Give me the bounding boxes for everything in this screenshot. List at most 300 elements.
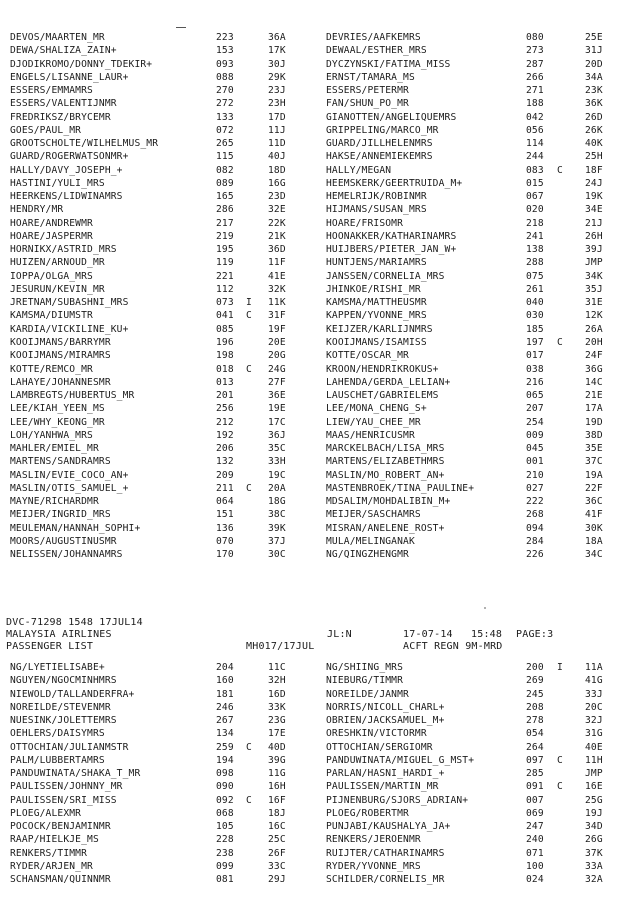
sequence-number: 219 [216,230,234,242]
passenger-row [0,860,640,873]
seat-number: 17E [268,728,286,740]
sequence-number: 196 [216,336,234,348]
passenger-name: SCHILDER/CORNELIS_MR [326,874,445,886]
passenger-name: GROOTSCHOLTE/WILHELMUS_MR [10,138,159,150]
passenger-name: DEWAAL/ESTHER_MRS [326,45,427,57]
seat-number: 36D [268,244,286,256]
passenger-name: DEWA/SHALIZA_ZAIN+ [10,45,117,57]
seat-number: 26F [268,847,286,859]
passenger-name: PLOEG/ROBERTMR [326,807,409,819]
sequence-number: 256 [216,403,234,415]
sequence-number: 083 [526,164,544,176]
sequence-number: 287 [526,58,544,70]
passenger-row [0,416,640,429]
seat-number: 38C [268,509,286,521]
passenger-name: OBRIEN/JACKSAMUEL_M+ [326,715,445,727]
sequence-number: 071 [526,847,544,859]
passenger-name: KAMSMA/DIUMSTR [10,310,93,322]
seat-number: 39J [585,244,603,256]
sequence-number: 221 [216,270,234,282]
passenger-row [0,701,640,714]
seat-number: 40J [268,151,286,163]
passenger-name: POCOCK/BENJAMINMR [10,821,111,833]
passenger-name: PANDUWINATA/MIGUEL_G_MST+ [326,754,475,766]
seat-number: 33J [585,688,603,700]
passenger-name: GUARD/ROGERWATSONMR+ [10,151,129,163]
sequence-number: 226 [526,549,544,561]
sequence-number: 268 [526,509,544,521]
sequence-number: 269 [526,675,544,687]
passenger-name: LOH/YANHWA_MRS [10,429,93,441]
seat-number: 24F [585,350,603,362]
passenger-name: MULA/MELINGANAK [326,535,415,547]
seat-number: 11K [268,297,286,309]
passenger-name: LIEW/YAU_CHEE_MR [326,416,421,428]
passenger-name: MEIJER/SASCHAMRS [326,509,421,521]
seat-number: 17K [268,45,286,57]
seat-number: 19K [585,191,603,203]
sequence-number: 259 [216,741,234,753]
sequence-number: 094 [526,522,544,534]
sequence-number: 218 [526,217,544,229]
passenger-name: HALLY/DAVY_JOSEPH_+ [10,164,123,176]
passenger-name: MARTENS/ELIZABETHMRS [326,456,445,468]
passenger-row [0,97,640,110]
passenger-row [0,535,640,548]
passenger-name: MASTENBROEK/TINA_PAULINE+ [326,482,475,494]
passenger-row [0,336,640,349]
class-code: C [246,310,252,322]
sequence-number: 245 [526,688,544,700]
passenger-name: KARDIA/VICKILINE_KU+ [10,323,129,335]
sequence-number: 197 [526,336,544,348]
sequence-number: 112 [216,283,234,295]
passenger-name: RYDER/ARJEN_MR [10,860,93,872]
sequence-number: 204 [216,662,234,673]
passenger-row [0,727,640,740]
seat-number: 33A [585,860,603,872]
sequence-number: 286 [216,204,234,216]
sequence-number: 271 [526,85,544,97]
passenger-name: MDSALIM/MOHDALIBIN_M+ [326,496,451,508]
passenger-name: NOREILDE/JANMR [326,688,409,700]
passenger-row [0,190,640,203]
seat-number: 16G [268,177,286,189]
passenger-row [0,137,640,150]
passenger-row [0,442,640,455]
sequence-number: 266 [526,71,544,83]
seat-number: 27F [268,376,286,388]
seat-number: 20D [585,58,603,70]
passenger-name: HAKSE/ANNEMIEKEMRS [326,151,433,163]
passenger-row [0,164,640,177]
seat-number: 36A [268,32,286,43]
seat-number: 11C [268,662,286,673]
passenger-name: PUNJABI/KAUSHALYA_JA+ [326,821,451,833]
seat-number: 39G [268,754,286,766]
passenger-name: FREDRIKSZ/BRYCEMR [10,111,111,123]
class-code: C [246,482,252,494]
passenger-row [0,873,640,886]
sequence-number: 069 [526,807,544,819]
passenger-name: PAULISSEN/SRI_MISS [10,794,117,806]
passenger-name: RENKERS/TIMMR [10,847,88,859]
passenger-row [0,767,640,780]
passenger-name: HOARE/ANDREWMR [10,217,93,229]
seat-number: 19C [268,469,286,481]
passenger-row [0,296,640,309]
passenger-row [0,256,640,269]
sequence-number: 264 [526,741,544,753]
passenger-name: PAULISSEN/JOHNNY_MR [10,781,123,793]
sequence-number: 027 [526,482,544,494]
sequence-number: 098 [216,768,234,780]
passenger-row [0,714,640,727]
sequence-number: 194 [216,754,234,766]
passenger-name: HUIJBERS/PIETER_JAN_W+ [326,244,457,256]
passenger-name: NORRIS/NICOLL_CHARL+ [326,701,445,713]
seat-number: 23D [268,191,286,203]
seat-number: 34C [585,549,603,561]
passenger-row [0,794,640,807]
sequence-number: 088 [216,71,234,83]
passenger-name: DEVRIES/AAFKEMRS [326,32,421,43]
passenger-name: PIJNENBURG/SJORS_ADRIAN+ [326,794,469,806]
sequence-number: 097 [526,754,544,766]
passenger-row [0,389,640,402]
seat-number: 32E [268,204,286,216]
sequence-number: 041 [216,310,234,322]
seat-number: 20A [268,482,286,494]
passenger-name: MARTENS/SANDRAMRS [10,456,111,468]
passenger-row [0,522,640,535]
sequence-number: 081 [216,874,234,886]
seat-number: 40D [268,741,286,753]
sequence-number: 261 [526,283,544,295]
passenger-name: MARCKELBACH/LISA_MRS [326,443,445,455]
passenger-name: NELISSEN/JOHANNAMRS [10,549,123,561]
passenger-name: LAUSCHET/GABRIELEMS [326,390,439,402]
class-code: C [557,336,563,348]
sequence-number: 090 [216,781,234,793]
passenger-name: HEMELRIJK/ROBINMR [326,191,427,203]
seat-number: 35C [268,443,286,455]
sequence-number: 064 [216,496,234,508]
sequence-number: 007 [526,794,544,806]
sequence-number: 080 [526,32,544,43]
airline-name: MALAYSIA AIRLINES [6,629,112,640]
passenger-row [0,376,640,389]
sequence-number: 285 [526,768,544,780]
passenger-row [0,230,640,243]
passenger-row [0,661,640,674]
passenger-row [0,31,640,44]
page-number: PAGE:3 [516,629,554,640]
seat-number: 23K [585,85,603,97]
sequence-number: 070 [216,535,234,547]
passenger-row [0,455,640,468]
header-line-3 [0,640,640,653]
passenger-name: MISRAN/ANELENE_ROST+ [326,522,445,534]
document-reference: DVC-71298 1548 17JUL14 [6,617,143,628]
passenger-name: JESURUN/KEVIN_MR [10,283,105,295]
seat-number: 26K [585,124,603,136]
seat-number: 36C [585,496,603,508]
passenger-name: PARLAN/HASNI_HARDI_+ [326,768,445,780]
sequence-number: 165 [216,191,234,203]
passenger-row [0,243,640,256]
passenger-name: MASLIN/OTIS_SAMUEL_+ [10,482,129,494]
passenger-row [0,548,640,561]
passenger-row [0,283,640,296]
passenger-row [0,807,640,820]
passenger-name: ORESHKIN/VICTORMR [326,728,427,740]
passenger-name: PLOEG/ALEXMR [10,807,82,819]
seat-number: 25E [585,32,603,43]
sequence-number: 015 [526,177,544,189]
passenger-name: KROON/HENDRIKROKUS+ [326,363,439,375]
seat-number: 39K [268,522,286,534]
sequence-number: 105 [216,821,234,833]
seat-number: 34K [585,270,603,282]
sequence-number: 240 [526,834,544,846]
seat-number: 17D [268,111,286,123]
sequence-number: 206 [216,443,234,455]
class-code: C [246,794,252,806]
passenger-name: NIEWOLD/TALLANDERFRA+ [10,688,135,700]
passenger-row [0,124,640,137]
sequence-number: 241 [526,230,544,242]
class-code: C [557,754,563,766]
seat-number: 18G [268,496,286,508]
sequence-number: 091 [526,781,544,793]
seat-number: 40E [585,741,603,753]
passenger-name: OTTOCHIAN/JULIANMSTR [10,741,129,753]
seat-number: 20E [268,336,286,348]
sequence-number: 089 [216,177,234,189]
class-code: C [246,741,252,753]
passenger-name: NIEBURG/TIMMR [326,675,404,687]
passenger-name: MEIJER/INGRID_MRS [10,509,111,521]
passenger-name: GOES/PAUL_MR [10,124,82,136]
sequence-number: 042 [526,111,544,123]
list-title: PASSENGER LIST [6,641,94,652]
sequence-number: 244 [526,151,544,163]
seat-number: 19J [585,807,603,819]
passenger-name: KOTTE/REMCO_MR [10,363,93,375]
seat-number: 37K [585,847,603,859]
passenger-name: HOONAKKER/KATHARINAMRS [326,230,457,242]
seat-number: 19F [268,323,286,335]
seat-number: 26A [585,323,603,335]
class-code: C [557,781,563,793]
sequence-number: 198 [216,350,234,362]
sequence-number: 151 [216,509,234,521]
seat-number: 18J [268,807,286,819]
seat-number: 37C [585,456,603,468]
sequence-number: 188 [526,98,544,110]
seat-number: 23J [268,85,286,97]
sequence-number: 265 [216,138,234,150]
passenger-row [0,780,640,793]
seat-number: 36E [268,390,286,402]
seat-number: 37J [268,535,286,547]
seat-number: 29K [268,71,286,83]
passenger-name: KAPPEN/YVONNE_MRS [326,310,427,322]
seat-number: 11A [585,662,603,673]
passenger-name: ENGELS/LISANNE_LAUR+ [10,71,129,83]
sequence-number: 018 [216,363,234,375]
passenger-name: MEULEMAN/HANNAH_SOPHI+ [10,522,141,534]
passenger-row [0,754,640,767]
passenger-row [0,847,640,860]
passenger-name: MAYNE/RICHARDMR [10,496,99,508]
seat-number: 41E [268,270,286,282]
class-code: C [246,363,252,375]
passenger-name: NG/LYETIELISABE+ [10,662,105,673]
seat-number: 11G [268,768,286,780]
passenger-name: NGUYEN/NGOCMINHMRS [10,675,117,687]
passenger-name: KAMSMA/MATTHEUSMR [326,297,427,309]
passenger-row [0,508,640,521]
seat-number: 35J [585,283,603,295]
seat-number: 32A [585,874,603,886]
passenger-row [0,495,640,508]
passenger-name: IOPPA/OLGA_MRS [10,270,93,282]
seat-number: 31E [585,297,603,309]
sequence-number: 065 [526,390,544,402]
passenger-row [0,71,640,84]
seat-number: 30C [268,549,286,561]
passenger-row [0,309,640,322]
sequence-number: 020 [526,204,544,216]
seat-number: 30K [585,522,603,534]
passenger-name: LAHENDA/GERDA_LELIAN+ [326,376,451,388]
sequence-number: 223 [216,32,234,43]
passenger-name: JRETNAM/SUBASHNI_MRS [10,297,129,309]
passenger-row [0,674,640,687]
seat-number: 23H [268,98,286,110]
passenger-name: HEEMSKERK/GEERTRUIDA_M+ [326,177,463,189]
seat-number: 34A [585,71,603,83]
passenger-row [0,688,640,701]
sequence-number: 212 [216,416,234,428]
sequence-number: 056 [526,124,544,136]
seat-number: 38D [585,429,603,441]
passenger-name: HIJMANS/SUSAN_MRS [326,204,427,216]
passenger-name: HEERKENS/LIDWINAMRS [10,191,123,203]
sequence-number: 247 [526,821,544,833]
seat-number: 32K [268,283,286,295]
passenger-name: NG/QINGZHENGMR [326,549,409,561]
passenger-name: RENKERS/JEROENMR [326,834,421,846]
seat-number: 33C [268,860,286,872]
seat-number: 26H [585,230,603,242]
jl-code: JL:N [327,629,352,640]
seat-number: 40K [585,138,603,150]
seat-number: 33H [268,456,286,468]
sequence-number: 207 [526,403,544,415]
sequence-number: 100 [526,860,544,872]
sequence-number: 267 [216,715,234,727]
seat-number: 19E [268,403,286,415]
passenger-row [0,349,640,362]
seat-number: 11H [585,754,603,766]
seat-number: 41G [585,675,603,687]
sequence-number: 024 [526,874,544,886]
seat-number: 30J [268,58,286,70]
sequence-number: 238 [216,847,234,859]
sequence-number: 217 [216,217,234,229]
passenger-row [0,84,640,97]
seat-number: 11J [268,124,286,136]
sequence-number: 009 [526,429,544,441]
seat-number: 31G [585,728,603,740]
passenger-name: ESSERS/EMMAMRS [10,85,93,97]
passenger-row [0,402,640,415]
passenger-name: NUESINK/JOLETTEMRS [10,715,117,727]
passenger-name: GRIPPELING/MARCO_MR [326,124,439,136]
passenger-row [0,429,640,442]
passenger-name: PALM/LUBBERTAMRS [10,754,105,766]
seat-number: 20H [585,336,603,348]
class-code: I [557,662,563,673]
sequence-number: 211 [216,482,234,494]
seat-number: 19D [585,416,603,428]
seat-number: 21E [585,390,603,402]
seat-number: 32J [585,715,603,727]
seat-number: 21K [268,230,286,242]
passenger-name: DYCZYNSKI/FATIMA_MISS [326,58,451,70]
seat-number: 18F [585,164,603,176]
seat-number: 33K [268,701,286,713]
sequence-number: 208 [526,701,544,713]
sequence-number: 278 [526,715,544,727]
passenger-row [0,217,640,230]
seat-number: 16E [585,781,603,793]
sequence-number: 132 [216,456,234,468]
sequence-number: 216 [526,376,544,388]
seat-number: 16D [268,688,286,700]
seat-number: 24G [268,363,286,375]
seat-number: 41F [585,509,603,521]
seat-number: 22K [268,217,286,229]
passenger-name: LEE/WHY_KEONG_MR [10,416,105,428]
passenger-name: ERNST/TAMARA_MS [326,71,415,83]
passenger-name: LEE/MONA_CHENG_S+ [326,403,427,415]
seat-number: 36K [585,98,603,110]
sequence-number: 210 [526,469,544,481]
passenger-row [0,44,640,57]
sequence-number: 201 [216,390,234,402]
seat-number: 36J [268,429,286,441]
sequence-number: 073 [216,297,234,309]
sequence-number: 228 [216,834,234,846]
sequence-number: 284 [526,535,544,547]
passenger-name: ESSERS/VALENTIJNMR [10,98,117,110]
passenger-name: SCHANSMAN/QUINNMR [10,874,111,886]
passenger-name: PAULISSEN/MARTIN_MR [326,781,439,793]
passenger-name: MASLIN/MO_ROBERT_AN+ [326,469,445,481]
passenger-row [0,820,640,833]
seat-number: 20G [268,350,286,362]
seat-number: 24J [585,177,603,189]
flight-number: MH017/17JUL [246,641,315,652]
seat-number: 34E [585,204,603,216]
passenger-name: KOTTE/OSCAR_MR [326,350,409,362]
passenger-name: HUIZEN/ARNOUD_MR [10,257,105,269]
passenger-name: DEVOS/MAARTEN_MR [10,32,105,43]
